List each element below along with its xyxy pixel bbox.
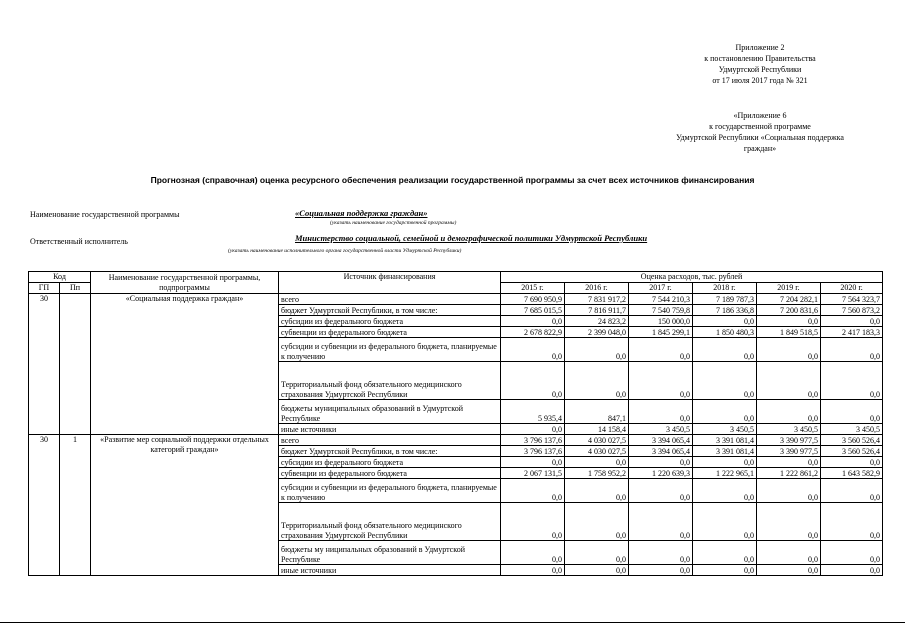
appendix-6-line2: к государственной программе: [709, 122, 811, 131]
amount-cell: 3 450,5: [757, 424, 821, 435]
amount-cell: 1 758 952,2: [565, 468, 629, 479]
program-hint: (указать наименование государственной программы): [330, 220, 457, 226]
amount-cell: 0,0: [693, 338, 757, 362]
appendix-6-line4: граждан»: [743, 144, 777, 153]
amount-cell: 1 222 861,2: [757, 468, 821, 479]
header-name: Наименование государственной программы, подпрограммы: [91, 272, 279, 294]
amount-cell: 0,0: [757, 316, 821, 327]
amount-cell: 0,0: [629, 541, 693, 565]
amount-cell: 14 158,4: [565, 424, 629, 435]
appendix-6-line3: Удмуртской Республики «Социальная поддержка: [676, 133, 844, 142]
amount-cell: 0,0: [501, 316, 565, 327]
amount-cell: 0,0: [565, 338, 629, 362]
amount-cell: 0,0: [501, 338, 565, 362]
amount-cell: 3 450,5: [821, 424, 883, 435]
amount-cell: 3 391 081,4: [693, 435, 757, 446]
amount-cell: 0,0: [565, 479, 629, 503]
funding-source: бюджеты муниципальных образований в Удмуртской Республике: [279, 400, 501, 424]
amount-cell: 0,0: [693, 565, 757, 576]
amount-cell: 3 391 081,4: [693, 446, 757, 457]
funding-source: бюджет Удмуртской Республики, в том числе:: [279, 305, 501, 316]
funding-source: бюджет Удмуртской Республики, в том числе:: [279, 446, 501, 457]
amount-cell: 0,0: [501, 457, 565, 468]
amount-cell: 0,0: [693, 541, 757, 565]
amount-cell: 7 204 282,1: [757, 294, 821, 305]
amount-cell: 0,0: [629, 565, 693, 576]
amount-cell: 0,0: [629, 400, 693, 424]
amount-cell: 3 796 137,6: [501, 435, 565, 446]
funding-source: иные источники: [279, 424, 501, 435]
amount-cell: 0,0: [757, 541, 821, 565]
amount-cell: 7 564 323,7: [821, 294, 883, 305]
funding-source: иные источники: [279, 565, 501, 576]
program-name: «Социальная поддержка граждан»: [91, 294, 279, 435]
amount-cell: 0,0: [757, 362, 821, 400]
amount-cell: 2 678 822,9: [501, 327, 565, 338]
amount-cell: 3 560 526,4: [821, 435, 883, 446]
amount-cell: 1 845 299,1: [629, 327, 693, 338]
amount-cell: 0,0: [821, 338, 883, 362]
funding-source: субсидии из федерального бюджета: [279, 457, 501, 468]
amount-cell: 0,0: [565, 503, 629, 541]
funding-source: всего: [279, 294, 501, 305]
amount-cell: 3 796 137,6: [501, 446, 565, 457]
amount-cell: 5 935,4: [501, 400, 565, 424]
amount-cell: 7 189 787,3: [693, 294, 757, 305]
gp-code: 30: [29, 435, 60, 576]
finance-table: [28, 271, 883, 576]
amount-cell: 2 417 183,3: [821, 327, 883, 338]
amount-cell: 7 544 210,3: [629, 294, 693, 305]
appendix-2-line1: Приложение 2: [735, 43, 785, 52]
amount-cell: 847,1: [565, 400, 629, 424]
amount-cell: 4 030 027,5: [565, 435, 629, 446]
funding-source: субсидии из федерального бюджета: [279, 316, 501, 327]
amount-cell: 2 399 048,0: [565, 327, 629, 338]
amount-cell: 0,0: [757, 457, 821, 468]
amount-cell: 3 394 065,4: [629, 435, 693, 446]
funding-source: Территориальный фонд обязательного медицинского страхования Удмуртской Республики: [279, 503, 501, 541]
amount-cell: 7 186 336,8: [693, 305, 757, 316]
amount-cell: 0,0: [757, 503, 821, 541]
funding-source: субвенции из федерального бюджета: [279, 327, 501, 338]
amount-cell: 0,0: [821, 565, 883, 576]
amount-cell: 0,0: [565, 457, 629, 468]
amount-cell: 0,0: [821, 479, 883, 503]
amount-cell: 0,0: [501, 565, 565, 576]
table-row: [29, 435, 883, 446]
amount-cell: 0,0: [501, 424, 565, 435]
appendix-2-line2: к постановлению Правительства: [704, 54, 816, 63]
amount-cell: 0,0: [821, 541, 883, 565]
amount-cell: 0,0: [693, 400, 757, 424]
amount-cell: 7 831 917,2: [565, 294, 629, 305]
header-pp: Пп: [60, 283, 91, 294]
amount-cell: 3 450,5: [629, 424, 693, 435]
amount-cell: 0,0: [821, 400, 883, 424]
amount-cell: 1 643 582,9: [821, 468, 883, 479]
header-row: [29, 272, 883, 283]
funding-source: бюджеты му ниципальных образований в Удмуртской Республике: [279, 541, 501, 565]
amount-cell: 7 685 015,5: [501, 305, 565, 316]
funding-source: всего: [279, 435, 501, 446]
amount-cell: 0,0: [501, 362, 565, 400]
funding-source: Территориальный фонд обязательного медицинского страхования Удмуртской Республики: [279, 362, 501, 400]
amount-cell: 0,0: [821, 362, 883, 400]
funding-source: субвенции из федерального бюджета: [279, 468, 501, 479]
amount-cell: 1 222 965,1: [693, 468, 757, 479]
table-row: [29, 294, 883, 305]
amount-cell: 0,0: [565, 565, 629, 576]
amount-cell: 24 823,2: [565, 316, 629, 327]
amount-cell: 0,0: [629, 479, 693, 503]
amount-cell: 0,0: [565, 541, 629, 565]
pp-code: [60, 294, 91, 435]
funding-source: субсидии и субвенции из федерального бюджета, планируемые к получению: [279, 479, 501, 503]
header-year: 2019 г.: [757, 283, 821, 294]
amount-cell: 0,0: [821, 503, 883, 541]
gp-code: 30: [29, 294, 60, 435]
appendix-6-header: [635, 110, 885, 154]
amount-cell: 0,0: [629, 503, 693, 541]
amount-cell: 0,0: [501, 503, 565, 541]
appendix-2-header: [660, 42, 860, 86]
amount-cell: 4 030 027,5: [565, 446, 629, 457]
amount-cell: 0,0: [757, 400, 821, 424]
amount-cell: 1 849 518,5: [757, 327, 821, 338]
header-code: Код: [29, 272, 91, 283]
program-name: «Развитие мер социальной поддержки отдельных категорий граждан»: [91, 435, 279, 576]
amount-cell: 7 540 759,8: [629, 305, 693, 316]
header-year: 2018 г.: [693, 283, 757, 294]
amount-cell: 3 390 977,5: [757, 446, 821, 457]
header-estimate: Оценка расходов, тыс. рублей: [501, 272, 883, 283]
program-label: Наименование государственной программы: [30, 210, 180, 219]
header-gp: ГП: [29, 283, 60, 294]
amount-cell: 7 560 873,2: [821, 305, 883, 316]
amount-cell: 2 067 131,5: [501, 468, 565, 479]
amount-cell: 7 690 950,9: [501, 294, 565, 305]
amount-cell: 0,0: [693, 457, 757, 468]
header-year: 2016 г.: [565, 283, 629, 294]
header-year: 2020 г.: [821, 283, 883, 294]
amount-cell: 0,0: [821, 457, 883, 468]
executor-value: Министерство социальной, семейной и демографической политики Удмуртской Республики: [295, 233, 648, 243]
amount-cell: 0,0: [629, 457, 693, 468]
amount-cell: 0,0: [629, 338, 693, 362]
amount-cell: 0,0: [565, 362, 629, 400]
amount-cell: 0,0: [821, 316, 883, 327]
amount-cell: 0,0: [693, 479, 757, 503]
amount-cell: 0,0: [501, 479, 565, 503]
funding-source: субсидии и субвенции из федерального бюджета, планируемые к получению: [279, 338, 501, 362]
amount-cell: 0,0: [757, 338, 821, 362]
program-value: «Социальная поддержка граждан»: [295, 208, 428, 218]
executor-hint: (указать наименование исполнительного органа государственной власти Удмуртской Республики): [228, 248, 462, 254]
header-year: 2015 г.: [501, 283, 565, 294]
amount-cell: 0,0: [757, 479, 821, 503]
amount-cell: 1 220 639,3: [629, 468, 693, 479]
amount-cell: 0,0: [693, 503, 757, 541]
appendix-6-line1: «Приложение 6: [733, 111, 787, 120]
amount-cell: 7 816 911,7: [565, 305, 629, 316]
header-source: Источник финансирования: [279, 272, 501, 294]
amount-cell: 7 200 831,6: [757, 305, 821, 316]
pp-code: 1: [60, 435, 91, 576]
amount-cell: 3 390 977,5: [757, 435, 821, 446]
amount-cell: 0,0: [629, 362, 693, 400]
amount-cell: 0,0: [501, 541, 565, 565]
amount-cell: 3 560 526,4: [821, 446, 883, 457]
appendix-2-line3: Удмуртской Республики: [718, 65, 802, 74]
page-bottom-rule: [0, 622, 905, 623]
amount-cell: 0,0: [693, 362, 757, 400]
appendix-2-line4: от 17 июля 2017 года № 321: [712, 76, 808, 85]
amount-cell: 3 450,5: [693, 424, 757, 435]
amount-cell: 0,0: [693, 316, 757, 327]
amount-cell: 0,0: [757, 565, 821, 576]
amount-cell: 150 000,0: [629, 316, 693, 327]
page-title: Прогнозная (справочная) оценка ресурсного обеспечения реализации государственной программы за счет всех источников финансирования: [150, 175, 755, 185]
header-year: 2017 г.: [629, 283, 693, 294]
amount-cell: 3 394 065,4: [629, 446, 693, 457]
executor-label: Ответственный исполнитель: [30, 237, 128, 246]
amount-cell: 1 850 480,3: [693, 327, 757, 338]
